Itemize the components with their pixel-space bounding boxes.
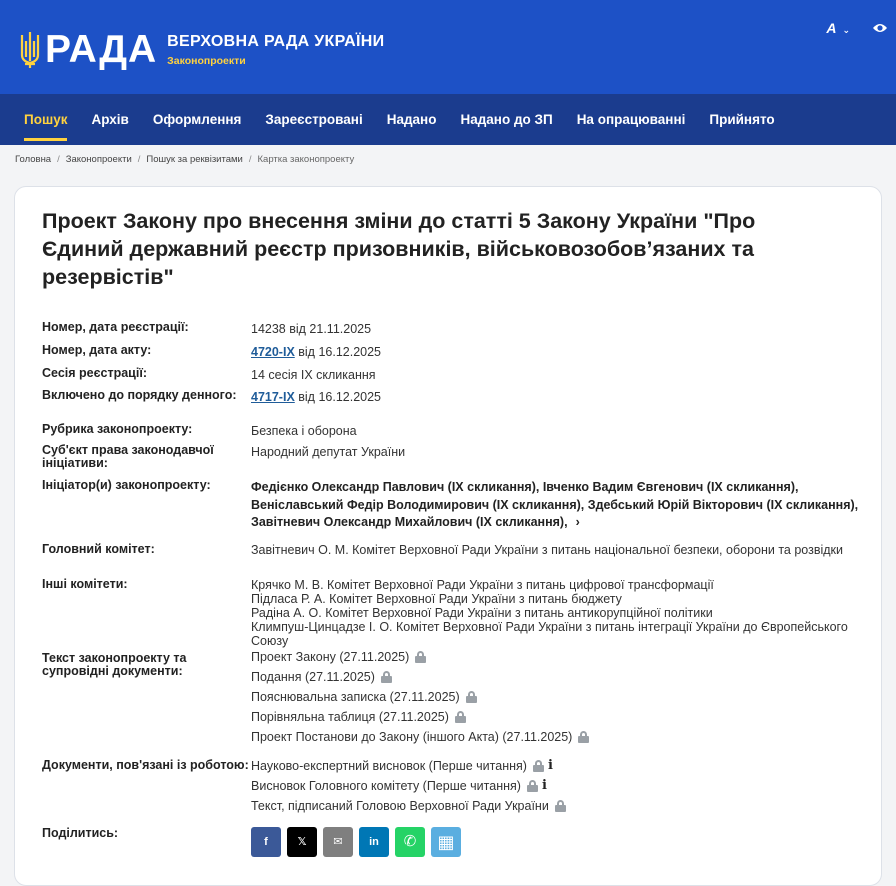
site-subtitle: Законопроекти	[167, 55, 246, 67]
texts-label: Текст законопроекту та супровідні документи:	[42, 651, 187, 678]
nav-provided-zp[interactable]: Надано до ЗП	[460, 112, 553, 127]
doc-item[interactable]	[251, 687, 872, 707]
share-label: Поділитись:	[42, 826, 119, 840]
doc-link[interactable]: Пояснювальна записка (27.11.2025)	[251, 690, 460, 704]
crumb-search[interactable]: Пошук за реквізитами	[146, 153, 243, 165]
doc-item[interactable]	[251, 647, 872, 667]
committee-item: Климпуш-Цинцадзе І. О. Комітет Верховної Ради України з питань інтеграції України до Європейського Союзу	[251, 620, 848, 648]
related-label: Документи, пов'язані із роботою:	[42, 758, 249, 772]
committee-item: Підласа Р. А. Комітет Верховної Ради України з питань бюджету	[251, 592, 622, 606]
nav-registered[interactable]: Зареєстровані	[265, 112, 363, 127]
agenda-date: від 16.12.2025	[294, 390, 381, 404]
subject-label: Суб'єкт права законодавчої ініціативи:	[42, 443, 214, 470]
session-value: 14 сесія IX скликання	[251, 368, 376, 382]
doc-link[interactable]: Проект Закону (27.11.2025)	[251, 650, 410, 664]
subject-value: Народний депутат України	[251, 445, 406, 459]
nav-formalization[interactable]: Оформлення	[152, 112, 242, 127]
act-link[interactable]: 4720-IX	[251, 345, 295, 359]
crumb-separator: /	[248, 153, 252, 165]
facebook-button[interactable]: f	[251, 827, 281, 857]
nav-provided[interactable]: Надано	[386, 112, 437, 127]
nav-search[interactable]: Пошук	[12, 94, 79, 145]
committee-item: Радіна А. О. Комітет Верховної Ради України з питань антикорупційної політики	[251, 606, 713, 620]
x-share-button[interactable]: 𝕏	[287, 827, 317, 857]
lock-icon	[455, 711, 466, 723]
site-title: ВЕРХОВНА РАДА УКРАЇНИ	[167, 33, 385, 50]
font-size-label: A	[826, 20, 837, 36]
session-label: Сесія реєстрації:	[42, 366, 147, 380]
initiators-label: Ініціатор(и) законопроекту:	[42, 478, 211, 492]
doc-item[interactable]	[251, 756, 872, 776]
doc-item[interactable]	[251, 776, 872, 796]
page-title: Проект Закону про внесення зміни до статті 5 Закону України "Про Єдиний державний реєстр призовників, військовозобов’язаних та резервістів"	[42, 209, 756, 289]
site-header	[0, 0, 896, 94]
crumb-separator: /	[137, 153, 141, 165]
main-nav	[0, 94, 896, 145]
main-committee-value: Завітневич О. М. Комітет Верховної Ради України з питань національної безпеки, оборони та розвідки	[251, 543, 843, 557]
doc-link[interactable]: Проект Постанови до Закону (іншого Акта) (27.11.2025)	[251, 730, 573, 744]
nav-processing[interactable]: На опрацюванні	[576, 112, 686, 127]
committee-item: Крячко М. В. Комітет Верховної Ради України з питань цифрової трансформації	[251, 578, 714, 592]
doc-link[interactable]: Текст, підписаний Головою Верховної Ради України	[251, 799, 549, 813]
act-label: Номер, дата акту:	[42, 343, 152, 357]
share-buttons	[251, 827, 872, 857]
act-date: від 16.12.2025	[294, 345, 381, 359]
lock-icon	[555, 800, 566, 812]
email-share-button[interactable]: ✉	[323, 827, 353, 857]
doc-item[interactable]	[251, 707, 872, 727]
lock-icon	[527, 780, 538, 792]
breadcrumb	[0, 145, 896, 173]
doc-link[interactable]: Науково-експертний висновок (Перше читання)	[251, 759, 527, 773]
crumb-bills[interactable]: Законопроекти	[65, 153, 132, 165]
chevron-down-icon: ⌄	[842, 25, 850, 35]
lock-icon	[381, 671, 392, 683]
crumb-separator: /	[57, 153, 60, 165]
other-committees-label: Інші комітети:	[42, 577, 128, 591]
rubric-value: Безпека і оборона	[251, 424, 357, 438]
whatsapp-button[interactable]: ✆	[395, 827, 425, 857]
lock-icon	[415, 651, 426, 663]
initiators-value: Федієнко Олександр Павлович (IX скликання), Івченко Вадим Євгенович (IX скликання), Веніславський Федір Володимирович (IX скликання), Здебський Юрій Вікторович (IX скликання), Завітневич Олександр Михайлович (IX скликання),	[251, 480, 859, 529]
qr-code-button[interactable]: ▦	[431, 827, 461, 857]
nav-adopted[interactable]: Прийнято	[709, 112, 775, 127]
crumb-current: Картка законопроекту	[257, 153, 355, 165]
doc-link[interactable]: Порівняльна таблиця (27.11.2025)	[251, 710, 449, 724]
eye-icon[interactable]	[872, 22, 888, 34]
doc-item[interactable]	[251, 796, 872, 816]
doc-link[interactable]: Висновок Головного комітету (Перше читання)	[251, 779, 521, 793]
main-committee-label: Головний комітет:	[42, 542, 155, 556]
agenda-link[interactable]: 4717-IX	[251, 390, 295, 404]
bill-card	[14, 186, 882, 886]
doc-item[interactable]	[251, 667, 872, 687]
font-size-button[interactable]	[826, 20, 850, 36]
doc-link[interactable]: Подання (27.11.2025)	[251, 670, 375, 684]
logo[interactable]	[19, 30, 384, 70]
info-icon[interactable]: i	[541, 778, 547, 793]
reg-value: 14238 від 21.11.2025	[251, 322, 372, 336]
agenda-label: Включено до порядку денного:	[42, 388, 237, 402]
trident-icon	[19, 31, 41, 69]
info-icon[interactable]: i	[547, 758, 553, 773]
doc-item[interactable]	[251, 727, 872, 747]
logo-word: РАДА	[45, 28, 158, 71]
chevron-right-icon[interactable]: ›	[575, 515, 580, 529]
rubric-label: Рубрика законопроекту:	[42, 422, 193, 436]
lock-icon	[466, 691, 477, 703]
lock-icon	[533, 760, 544, 772]
reg-label: Номер, дата реєстрації:	[42, 320, 189, 334]
nav-archive[interactable]: Архів	[91, 112, 129, 127]
lock-icon	[578, 731, 589, 743]
crumb-home[interactable]: Головна	[15, 153, 52, 165]
linkedin-button[interactable]: in	[359, 827, 389, 857]
